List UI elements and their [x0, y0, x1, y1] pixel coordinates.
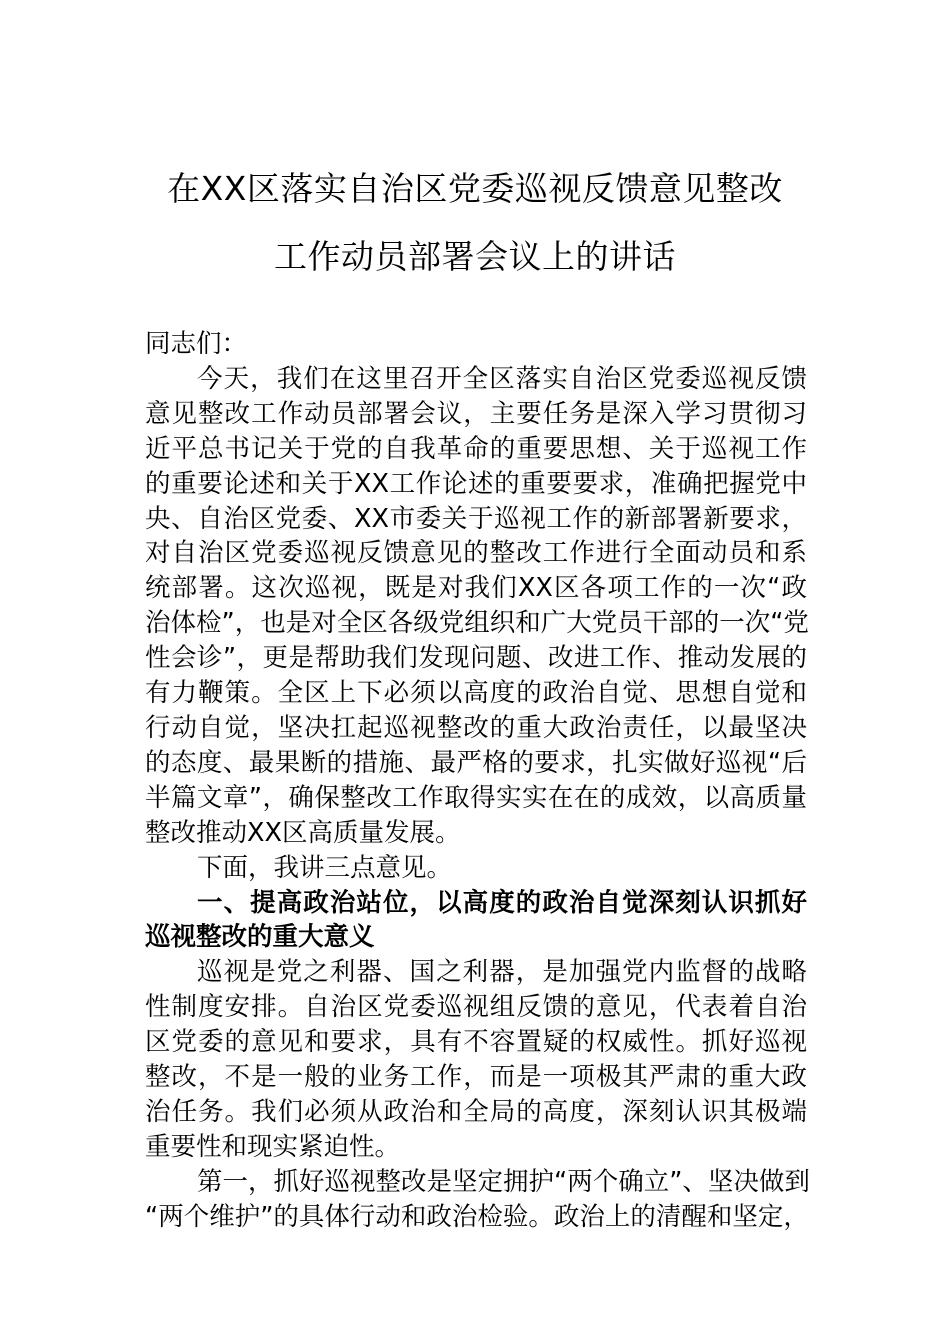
heading-line: 巡视整改的重大意义 [145, 922, 375, 953]
text-line: 巡视是党之利器、国之利器，是加强党内监督的战略 [197, 957, 807, 988]
text-line: 性会诊”，更是帮助我们发现问题、改进工作、推动发展的 [145, 643, 807, 674]
title-line-1: 在XX区落实自治区党委巡视反馈意见整改 [167, 169, 783, 208]
text-line: 的重要论述和关于XX工作论述的重要要求，准确把握党中 [145, 468, 807, 499]
text-line: 央、自治区党委、XX市委关于巡视工作的新部署新要求， [145, 503, 807, 534]
text-line: 近平总书记关于党的自我革命的重要思想、关于巡视工作 [145, 433, 807, 464]
heading-line: 一、提高政治站位，以高度的政治自觉深刻认识抓好 [197, 887, 807, 918]
text-line: 治任务。我们必须从政治和全局的高度，深刻认识其极端 [145, 1096, 807, 1127]
text-line: 行动自觉，坚决扛起巡视整改的重大政治责任，以最坚决 [145, 712, 807, 743]
paragraph-first-point [145, 1165, 810, 1235]
text-line: 有力鞭策。全区上下必须以高度的政治自觉、思想自觉和 [145, 678, 807, 709]
text-line: “两个维护”的具体行动和政治检验。政治上的清醒和坚定， [145, 1201, 809, 1232]
text-line: 治体检”，也是对全区各级党组织和广大党员干部的一次“党 [145, 608, 809, 639]
text-line: 重要性和现实紧迫性。 [145, 1131, 401, 1162]
document-body [145, 327, 810, 1235]
section-heading-1 [145, 886, 807, 956]
text-line: 整改推动XX区高质量发展。 [145, 817, 461, 848]
text-line: 的态度、最果断的措施、最严格的要求，扎实做好巡视“后 [145, 747, 807, 778]
text-line: 整改，不是一般的业务工作，而是一项极其严肃的重大政 [145, 1062, 807, 1093]
salutation: 同志们： [145, 329, 248, 359]
paragraph-opening [145, 362, 807, 851]
document-title [120, 155, 830, 291]
text-line: 统部署。这次巡视，既是对我们XX区各项工作的一次“政 [145, 573, 807, 604]
text-line: 半篇文章”，确保整改工作取得实实在在的成效，以高质量 [145, 782, 807, 813]
text-line: 下面，我讲三点意见。 [197, 852, 453, 883]
title-line-2: 工作动员部署会议上的讲话 [274, 237, 676, 276]
text-line: 意见整改工作动员部署会议，主要任务是深入学习贯彻习 [145, 398, 807, 429]
text-line: 区党委的意见和要求，具有不容置疑的权威性。抓好巡视 [145, 1027, 807, 1058]
text-line: 第一，抓好巡视整改是坚定拥护“两个确立”、坚决做到 [197, 1166, 810, 1197]
text-line: 今天，我们在这里召开全区落实自治区党委巡视反馈 [197, 363, 807, 394]
text-line: 性制度安排。自治区党委巡视组反馈的意见，代表着自治 [145, 992, 807, 1023]
paragraph-inspection [145, 955, 807, 1164]
paragraph-transition [145, 851, 807, 886]
text-line: 对自治区党委巡视反馈意见的整改工作进行全面动员和系 [145, 538, 807, 569]
